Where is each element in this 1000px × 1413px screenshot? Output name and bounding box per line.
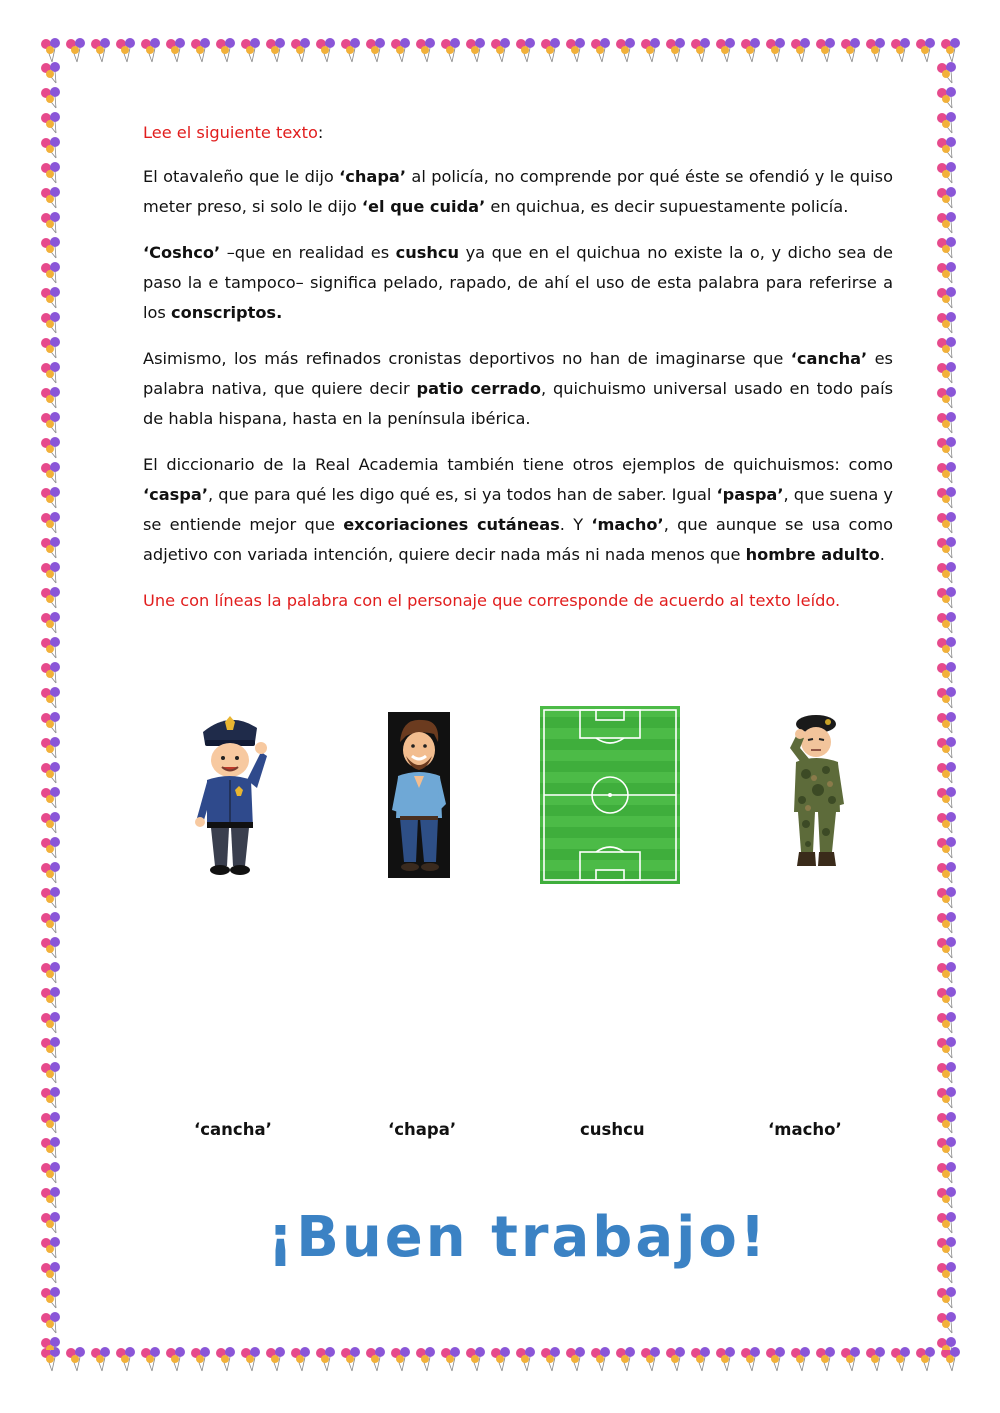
match-instruction: Une con líneas la palabra con el personaje que corresponde de acuerdo al texto leído.: [143, 591, 841, 610]
balloon-border-bottom: [38, 1345, 962, 1373]
paragraph-1: El otavaleño que le dijo ‘chapa’ al policía, no comprende por qué éste se ofendió y le quiso meter preso, si solo le dijo ‘el que cuida’ en quichua, es decir supuestamente policía.: [143, 167, 893, 216]
soldier-figure[interactable]: [782, 708, 852, 874]
word-cushcu[interactable]: cushcu: [580, 1120, 645, 1139]
word-macho[interactable]: ‘macho’: [768, 1120, 842, 1139]
balloon-border-right: [934, 60, 962, 1350]
soccer-field-icon: [540, 706, 680, 884]
policeman-figure[interactable]: [185, 710, 275, 880]
paragraph-2: ‘Coshco’ –que en realidad es cushcu ya que en el quichua no existe la o, y dicho sea de paso la e tampoco– significa pelado, rapado, de ahí el uso de esta palabra para referirse a los conscriptos.: [143, 243, 893, 322]
paragraph-4: El diccionario de la Real Academia también tiene otros ejemplos de quichuismos: como ‘caspa’, que para qué les digo qué es, si ya todos han de saber. Igual ‘paspa’, que suena y se entiende mejor que excoriaciones cutáneas. Y ‘macho’, que aunque se usa como adjetivo con variada intención, quiere decir nada más ni nada menos que hombre adulto.: [143, 455, 894, 564]
reading-text: [143, 118, 893, 630]
word-chapa[interactable]: ‘chapa’: [388, 1120, 457, 1139]
balloon-border-top: [38, 36, 962, 64]
word-cancha[interactable]: ‘cancha’: [194, 1120, 272, 1139]
young-man-figure[interactable]: [388, 712, 450, 878]
good-job-text: ¡Buen trabajo!: [267, 1205, 769, 1270]
read-instruction: Lee el siguiente texto:: [143, 123, 324, 142]
soldier-icon: [782, 708, 852, 874]
young-man-icon: [388, 712, 450, 878]
balloon-border-left: [38, 60, 66, 1350]
soccer-field-figure[interactable]: [540, 706, 680, 884]
good-job-banner: [267, 1196, 769, 1276]
paragraph-3: Asimismo, los más refinados cronistas deportivos no han de imaginarse que ‘cancha’ es palabra nativa, que quiere decir patio cerrado, quichuismo universal usado en todo país de habla hispana, hasta en la península ibérica.: [143, 349, 894, 428]
balloon-border-icon: [38, 1345, 962, 1373]
balloon-border-icon: [38, 36, 962, 64]
balloon-border-icon: [38, 60, 66, 1350]
policeman-icon: [185, 710, 275, 880]
balloon-border-icon: [934, 60, 962, 1350]
